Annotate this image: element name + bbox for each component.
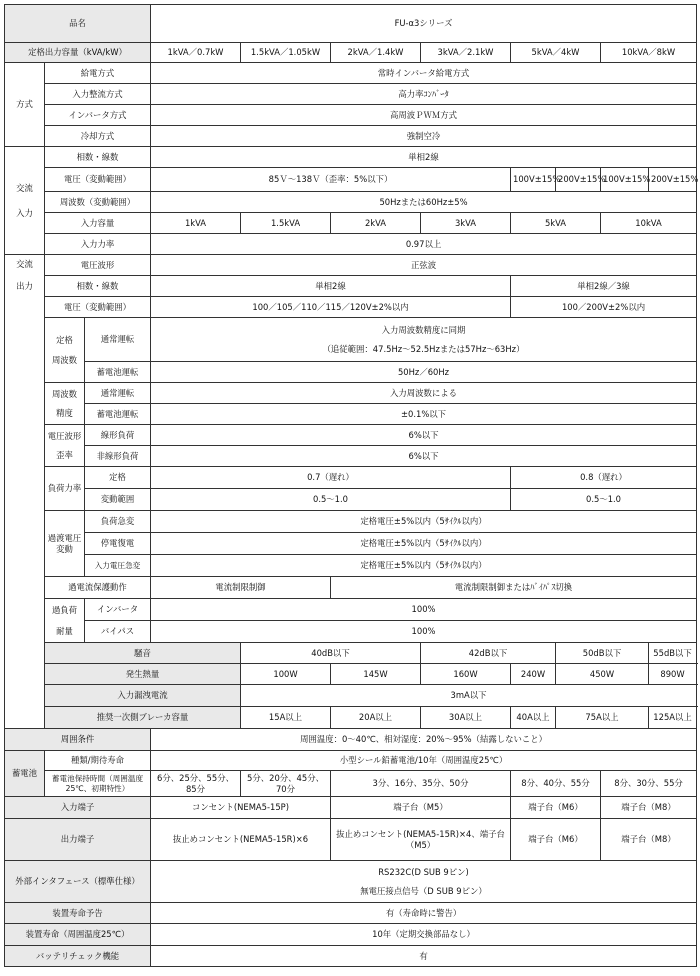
freq-accuracy-normal-label: 通常運転: [85, 383, 151, 404]
load-pf-range-small: 0.5～1.0: [151, 489, 511, 511]
freq-accuracy-label-line2: 精度: [56, 407, 73, 418]
input-capacity-2: 1.5kVA: [241, 213, 331, 234]
overcurrent-large: 電流制限制御またはﾊﾞｲﾊﾟｽ切換: [331, 577, 697, 599]
noise-3: 50dB以下: [556, 643, 649, 664]
rated-freq-label: [45, 318, 85, 383]
rated-capacity-5: 5kVA／4kW: [511, 43, 601, 63]
row-battery-backup: [5, 771, 697, 797]
overload-inverter-label: インバータ: [85, 599, 151, 621]
ambient-label: 周囲条件: [5, 729, 151, 751]
life-value: 10年（定期交換部品なし）: [151, 924, 697, 946]
battery-backup-5: 8分、30分、55分: [601, 771, 697, 797]
row-breaker: [5, 707, 697, 729]
distortion-label-line1: 電圧波形: [47, 431, 82, 442]
output-phase-label: 相数・線数: [45, 276, 151, 297]
distortion-linear-label: 線形負荷: [85, 425, 151, 446]
inverter-method-label: インバータ方式: [45, 105, 151, 126]
overload-bypass-value: 100%: [151, 621, 697, 643]
ac-input-group-line2: 入力: [16, 207, 33, 218]
row-input-phase: [5, 147, 697, 168]
battery-backup-2: 5分、20分、45分、70分: [241, 771, 331, 797]
breaker-4: 40A以上: [511, 707, 556, 729]
rated-freq-battery-value: 50Hz／60Hz: [151, 362, 697, 383]
row-life-warning: [5, 903, 697, 924]
rated-capacity-2: 1.5kVA／1.05kW: [241, 43, 331, 63]
row-battery-type: [5, 751, 697, 771]
input-terminal-label: 入力端子: [5, 797, 151, 819]
row-load-pf-rated: [5, 467, 697, 489]
feed-method-label: 給電方式: [45, 63, 151, 84]
load-pf-range-large: 0.5～1.0: [511, 489, 697, 511]
row-noise: [5, 643, 697, 664]
rated-capacity-label: 定格出力容量（kVA/kW）: [5, 43, 151, 63]
row-input-voltage: [5, 168, 697, 192]
input-frequency-value: 50Hzまたは60Hz±5%: [151, 192, 697, 213]
ac-output-group-label: [5, 255, 45, 729]
overcurrent-small: 電流制限制御: [151, 577, 331, 599]
row-overload-inverter: [5, 599, 697, 621]
output-voltage-label: 電圧（変動範囲）: [45, 297, 151, 318]
input-frequency-label: 周波数（変動範囲）: [45, 192, 151, 213]
rated-freq-normal-label: 通常運転: [85, 318, 151, 362]
input-pf-value: 0.97以上: [151, 234, 697, 255]
ambient-value: 周囲温度：0～40℃、相対湿度：20%～95%（結露しないこと）: [151, 729, 697, 751]
output-terminal-2: 抜止めコンセント(NEMA5-15R)×4、端子台（M5）: [331, 819, 511, 861]
heat-2: 145W: [331, 664, 421, 685]
output-phase-large: 単相2線／3線: [511, 276, 697, 297]
life-warning-label: 装置寿命予告: [5, 903, 151, 924]
overload-bypass-label: バイパス: [85, 621, 151, 643]
breaker-1: 15A以上: [241, 707, 331, 729]
ac-input-group-label: [5, 147, 45, 255]
row-overcurrent: [5, 577, 697, 599]
battery-type-label: 種類/期待寿命: [45, 751, 151, 771]
transient-load-label: 負荷急変: [85, 511, 151, 533]
freq-accuracy-label: [45, 383, 85, 425]
inverter-method-value: 高周波ＰＷＭ方式: [151, 105, 697, 126]
transient-outage-label: 停電復電: [85, 533, 151, 555]
transient-input-label: 入力電圧急変: [85, 555, 151, 577]
interface-line1: RS232C(D SUB 9ピン): [378, 867, 469, 878]
interface-label: 外部インタフェース（標準仕様）: [5, 861, 151, 903]
transient-outage-value: 定格電圧±5%以内（5ｻｲｸﾙ以内）: [151, 533, 697, 555]
input-terminal-1: コンセント(NEMA5-15P): [151, 797, 331, 819]
noise-label: 騒音: [45, 643, 241, 664]
load-pf-label: 負荷力率: [45, 467, 85, 511]
distortion-nonlinear-value: 6%以下: [151, 446, 697, 467]
input-voltage-5kva-200: 200V±15%: [556, 168, 601, 192]
row-load-pf-range: [5, 489, 697, 511]
row-input-pf: [5, 234, 697, 255]
battery-type-value: 小型シール鉛蓄電池/10年（周囲温度25℃）: [151, 751, 697, 771]
input-pf-label: 入力力率: [45, 234, 151, 255]
battery-backup-1: 6分、25分、55分、85分: [151, 771, 241, 797]
row-ambient: [5, 729, 697, 751]
rated-freq-normal-line1: 入力周波数精度に同期: [381, 325, 466, 336]
breaker-2: 20A以上: [331, 707, 421, 729]
rated-freq-battery-label: 蓄電池運転: [85, 362, 151, 383]
input-voltage-10kva-200: 200V±15%: [649, 168, 697, 192]
row-transient-input: [5, 555, 697, 577]
load-pf-rated-large: 0.8（遅れ）: [511, 467, 697, 489]
row-inverter-method: [5, 105, 697, 126]
rated-freq-label-line2: 周波数: [51, 355, 78, 365]
row-input-capacity: [5, 213, 697, 234]
input-phase-value: 単相2線: [151, 147, 697, 168]
row-input-terminal: [5, 797, 697, 819]
row-leak: [5, 685, 697, 707]
row-rated-freq-battery: [5, 362, 697, 383]
row-transient-outage: [5, 533, 697, 555]
row-life: [5, 924, 697, 946]
freq-accuracy-battery-value: ±0.1%以下: [151, 404, 697, 425]
row-rectifier: [5, 84, 697, 105]
row-rated-freq-normal: [5, 318, 697, 362]
feed-method-value: 常時インバータ給電方式: [151, 63, 697, 84]
leak-value: 3mA以下: [241, 685, 697, 707]
row-product-name: [5, 5, 697, 43]
ac-output-group-line1: 交流: [16, 259, 33, 269]
battery-group-label: 蓄電池: [5, 751, 45, 797]
row-distortion-linear: [5, 425, 697, 446]
row-rated-capacity: [5, 43, 697, 63]
input-capacity-label: 入力容量: [45, 213, 151, 234]
method-group-label: 方式: [5, 63, 45, 147]
overload-label: [45, 599, 85, 643]
product-name-value: FU-α3シリーズ: [151, 5, 697, 43]
input-voltage-label: 電圧（変動範囲）: [45, 168, 151, 192]
input-phase-label: 相数・線数: [45, 147, 151, 168]
rated-capacity-3: 2kVA／1.4kW: [331, 43, 421, 63]
row-output-terminal: [5, 819, 697, 861]
row-interface: [5, 861, 697, 903]
interface-line2: 無電圧接点信号（D SUB 9ピン）: [360, 885, 487, 896]
output-terminal-3: 端子台（M6）: [511, 819, 601, 861]
heat-1: 100W: [241, 664, 331, 685]
heat-3: 160W: [421, 664, 511, 685]
input-voltage-5kva-100: 100V±15%: [511, 168, 556, 192]
rated-capacity-4: 3kVA／2.1kW: [421, 43, 511, 63]
heat-label: 発生熱量: [45, 664, 241, 685]
battery-check-label: バッテリチェック機能: [5, 946, 151, 967]
input-capacity-5: 5kVA: [511, 213, 601, 234]
rated-freq-normal-value: [151, 318, 697, 362]
row-overload-bypass: [5, 621, 697, 643]
battery-backup-4: 8分、40分、55分: [511, 771, 601, 797]
rated-capacity-6: 10kVA／8kW: [601, 43, 697, 63]
distortion-nonlinear-label: 非線形負荷: [85, 446, 151, 467]
cooling-label: 冷却方式: [45, 126, 151, 147]
output-terminal-label: 出力端子: [5, 819, 151, 861]
rated-freq-normal-line2: （追従範囲：47.5Hz～52.5Hzまたは57Hz～63Hz）: [322, 343, 525, 354]
interface-value: [151, 861, 697, 903]
row-freq-accuracy-battery: [5, 404, 697, 425]
freq-accuracy-battery-label: 蓄電池運転: [85, 404, 151, 425]
noise-4: 55dB以下: [649, 643, 697, 664]
life-label: 装置寿命（周囲温度25℃）: [5, 924, 151, 946]
row-heat: [5, 664, 697, 685]
output-waveform-label: 電圧波形: [45, 255, 151, 276]
battery-check-value: 有: [151, 946, 697, 967]
input-capacity-1: 1kVA: [151, 213, 241, 234]
breaker-5: 75A以上: [556, 707, 649, 729]
overload-label-line2: 耐量: [56, 625, 73, 636]
battery-backup-3: 3分、16分、35分、50分: [331, 771, 511, 797]
row-battery-check: [5, 946, 697, 967]
ac-output-group-line2: 出力: [16, 281, 33, 292]
overcurrent-label: 過電流保護動作: [45, 577, 151, 599]
row-output-phase: [5, 276, 697, 297]
distortion-label-line2: 歪率: [56, 449, 73, 460]
spec-sheet: [4, 4, 697, 967]
transient-input-value: 定格電圧±5%以内（5ｻｲｸﾙ以内）: [151, 555, 697, 577]
leak-label: 入力漏洩電流: [45, 685, 241, 707]
overload-inverter-value: 100%: [151, 599, 697, 621]
transient-label: 過渡電圧変動: [45, 511, 85, 577]
output-phase-small: 単相2線: [151, 276, 511, 297]
row-cooling: [5, 126, 697, 147]
breaker-3: 30A以上: [421, 707, 511, 729]
output-terminal-1: 抜止めコンセント(NEMA5-15R)×6: [151, 819, 331, 861]
output-voltage-small: 100／105／110／115／120V±2%以内: [151, 297, 511, 318]
noise-1: 40dB以下: [241, 643, 421, 664]
heat-5: 450W: [556, 664, 649, 685]
output-voltage-large: 100／200V±2%以内: [511, 297, 697, 318]
input-capacity-6: 10kVA: [601, 213, 697, 234]
product-name-label: 品名: [5, 5, 151, 43]
freq-accuracy-normal-value: 入力周波数による: [151, 383, 697, 404]
rectifier-value: 高力率ｺﾝﾊﾞｰﾀ: [151, 84, 697, 105]
row-feed-method: [5, 63, 697, 84]
row-output-voltage: [5, 297, 697, 318]
rectifier-label: 入力整流方式: [45, 84, 151, 105]
cooling-value: 強制空冷: [151, 126, 697, 147]
breaker-label: 推奨一次側ブレーカ容量: [45, 707, 241, 729]
input-capacity-3: 2kVA: [331, 213, 421, 234]
distortion-linear-value: 6%以下: [151, 425, 697, 446]
row-freq-accuracy-normal: [5, 383, 697, 404]
row-transient-load: [5, 511, 697, 533]
life-warning-value: 有（寿命時に警告）: [151, 903, 697, 924]
output-terminal-4: 端子台（M8）: [601, 819, 697, 861]
rated-freq-label-line1: 定格: [56, 334, 73, 345]
row-distortion-nonlinear: [5, 446, 697, 467]
transient-load-value: 定格電圧±5%以内（5ｻｲｸﾙ以内）: [151, 511, 697, 533]
heat-4: 240W: [511, 664, 556, 685]
overload-label-line1: 過負荷: [51, 605, 78, 616]
freq-accuracy-label-line1: 周波数: [51, 389, 78, 400]
input-voltage-value: 85Ｖ～138Ｖ（歪率：5%以下）: [151, 168, 511, 192]
row-input-frequency: [5, 192, 697, 213]
heat-6: 890W: [649, 664, 697, 685]
row-output-waveform: [5, 255, 697, 276]
input-voltage-10kva-100: 100V±15%: [601, 168, 649, 192]
spec-table: [4, 4, 697, 967]
load-pf-rated-small: 0.7（遅れ）: [151, 467, 511, 489]
ac-input-group-line1: 交流: [16, 183, 33, 194]
output-waveform-value: 正弦波: [151, 255, 697, 276]
load-pf-range-label: 変動範囲: [85, 489, 151, 511]
input-terminal-3: 端子台（M6）: [511, 797, 601, 819]
input-terminal-2: 端子台（M5）: [331, 797, 511, 819]
load-pf-rated-label: 定格: [85, 467, 151, 489]
input-terminal-4: 端子台（M8）: [601, 797, 697, 819]
input-capacity-4: 3kVA: [421, 213, 511, 234]
noise-2: 42dB以下: [421, 643, 556, 664]
battery-backup-label: 蓄電池保持時間（周囲温度25℃、初期特性）: [45, 771, 151, 797]
rated-capacity-1: 1kVA／0.7kW: [151, 43, 241, 63]
distortion-label: [45, 425, 85, 467]
breaker-6: 125A以上: [649, 707, 697, 729]
